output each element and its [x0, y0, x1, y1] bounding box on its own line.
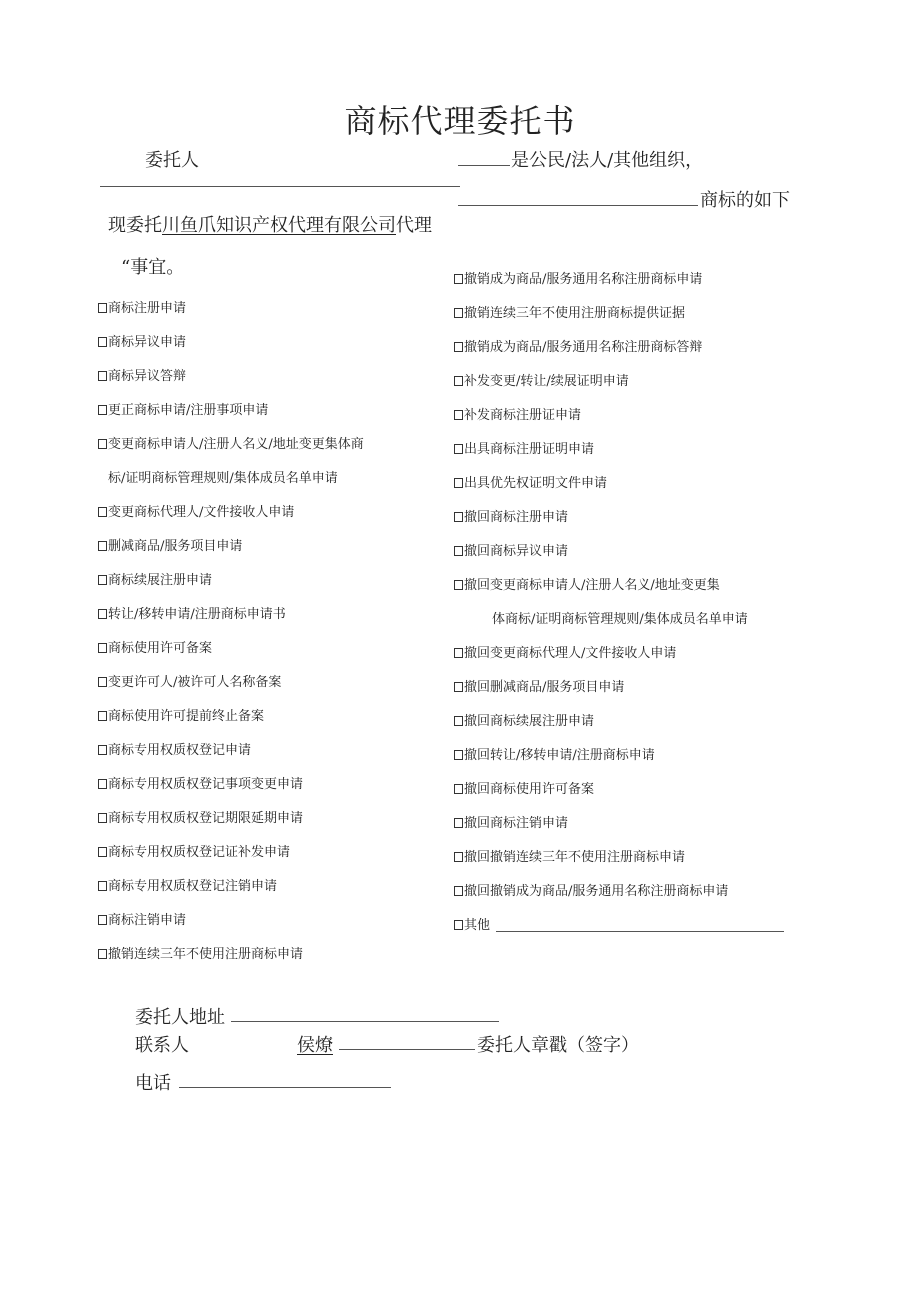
checkbox-icon[interactable]	[98, 337, 107, 347]
checkbox-icon[interactable]	[98, 541, 107, 551]
checkbox-icon[interactable]	[454, 648, 463, 658]
page-title: 商标代理委托书	[344, 102, 576, 140]
checklist-item	[98, 603, 286, 622]
checkbox-icon[interactable]	[98, 711, 107, 721]
checkbox-icon[interactable]	[454, 274, 463, 284]
agent-name: 川鱼爪知识产权代理有限公司	[162, 215, 396, 236]
checklist-item	[454, 642, 676, 661]
principal-line	[458, 165, 510, 166]
checklist-item-label: 撤回商标注销申请	[464, 816, 569, 831]
checklist-item	[454, 676, 624, 695]
checklist-item-label: 商标异议申请	[108, 335, 187, 350]
checkbox-icon[interactable]	[454, 546, 463, 556]
checklist-item-label: 撤销连续三年不使用注册商标提供证据	[464, 306, 686, 321]
phone-line	[179, 1087, 391, 1088]
checklist-item-label: 商标续展注册申请	[108, 573, 213, 588]
checklist-item-label: 出具商标注册证明申请	[464, 442, 595, 457]
checklist-item-label: 删减商品/服务项目申请	[108, 539, 243, 554]
checklist-item-label: 撤回删减商品/服务项目申请	[464, 680, 625, 695]
checklist-item	[454, 370, 629, 389]
checklist-item	[492, 608, 748, 627]
checkbox-icon[interactable]	[454, 682, 463, 692]
other-line	[496, 931, 784, 932]
mark-suffix: 商标的如下	[700, 190, 790, 211]
checkbox-icon[interactable]	[98, 745, 107, 755]
checklist-item-label: 撤回变更商标代理人/文件接收人申请	[464, 646, 677, 661]
checklist-item-label: 商标专用权质权登记注销申请	[108, 879, 278, 894]
checklist-item	[98, 331, 186, 350]
checklist-item-label: 出具优先权证明文件申请	[464, 476, 608, 491]
checkbox-icon[interactable]	[454, 410, 463, 420]
checklist-item-label: 变更许可人/被许可人名称备案	[108, 675, 282, 690]
checkbox-icon[interactable]	[98, 405, 107, 415]
checkbox-icon[interactable]	[454, 920, 463, 930]
checkbox-icon[interactable]	[454, 512, 463, 522]
checklist-item	[98, 909, 186, 928]
entrust-prefix: 现委托	[108, 215, 162, 236]
checklist-item	[454, 574, 720, 593]
contact-line	[339, 1049, 475, 1050]
checklist-item-label: 撤回商标异议申请	[464, 544, 569, 559]
checklist-item-label: 商标专用权质权登记期限延期申请	[108, 811, 304, 826]
checklist-item	[98, 705, 264, 724]
address-label: 委托人地址	[135, 1007, 225, 1028]
checklist-item	[454, 302, 685, 321]
contact-label: 联系人	[135, 1035, 189, 1056]
checklist-item	[98, 365, 186, 384]
checklist-item	[98, 535, 242, 554]
checkbox-icon[interactable]	[98, 677, 107, 687]
checklist-item-label: 商标注册申请	[108, 301, 187, 316]
checkbox-icon[interactable]	[454, 750, 463, 760]
checkbox-icon[interactable]	[98, 371, 107, 381]
checkbox-icon[interactable]	[98, 439, 107, 449]
checklist-item-label: 商标注销申请	[108, 913, 187, 928]
principal-name-line	[100, 186, 460, 187]
contact-name: 侯燎	[297, 1035, 333, 1056]
checklist-item-label: 撤销连续三年不使用注册商标申请	[108, 947, 304, 962]
checkbox-icon[interactable]	[454, 342, 463, 352]
checkbox-icon[interactable]	[98, 915, 107, 925]
checklist-item	[98, 433, 364, 452]
checkbox-icon[interactable]	[454, 444, 463, 454]
checklist-item	[454, 778, 594, 797]
principal-label: 委托人	[145, 150, 199, 171]
checklist-item-label: 撤回撤销成为商品/服务通用名称注册商标申请	[464, 884, 729, 899]
checkbox-icon[interactable]	[454, 580, 463, 590]
checklist-item-label: 撤回变更商标申请人/注册人名义/地址变更集	[464, 578, 720, 593]
checklist-item	[454, 404, 581, 423]
checkbox-icon[interactable]	[454, 308, 463, 318]
checklist-item-label: 变更商标代理人/文件接收人申请	[108, 505, 295, 520]
checklist-item-label: 商标使用许可提前终止备案	[108, 709, 265, 724]
checklist-item	[98, 841, 290, 860]
checklist-item-label: 商标专用权质权登记事项变更申请	[108, 777, 304, 792]
checklist-item	[98, 773, 303, 792]
checkbox-icon[interactable]	[454, 716, 463, 726]
checklist-item	[454, 540, 568, 559]
checklist-item-label: 撤回商标续展注册申请	[464, 714, 595, 729]
checklist-item	[98, 297, 186, 316]
checklist-item	[454, 472, 607, 491]
mark-name-line	[458, 205, 698, 206]
checklist-item-label: 撤回商标注册申请	[464, 510, 569, 525]
checkbox-icon[interactable]	[454, 784, 463, 794]
checklist-item-label: 商标专用权质权登记证补发申请	[108, 845, 291, 860]
checklist-item	[98, 943, 303, 962]
checklist-item	[98, 569, 212, 588]
checklist-item-label: 商标专用权质权登记申请	[108, 743, 252, 758]
checkbox-icon[interactable]	[98, 303, 107, 313]
checklist-item	[98, 875, 277, 894]
seal-label: 委托人章戳（签字）	[477, 1035, 639, 1056]
checklist-item	[98, 739, 251, 758]
checklist-item-label: 撤回撤销连续三年不使用注册商标申请	[464, 850, 686, 865]
checklist-item	[454, 336, 702, 355]
checkbox-icon[interactable]	[98, 847, 107, 857]
checkbox-icon[interactable]	[454, 852, 463, 862]
entrust-suffix: 代理	[396, 215, 432, 236]
checklist-item	[454, 438, 594, 457]
checkbox-icon[interactable]	[454, 886, 463, 896]
checklist-item	[454, 914, 490, 933]
checklist-item	[108, 467, 338, 486]
principal-type: 是公民/法人/其他组织，	[511, 150, 704, 171]
checklist-item-label: 补发商标注册证申请	[464, 408, 582, 423]
checklist-item-label: 转让/移转申请/注册商标申请书	[108, 607, 286, 622]
address-line	[231, 1021, 499, 1022]
checkbox-icon[interactable]	[98, 643, 107, 653]
matters-text: “事宜。	[121, 257, 185, 278]
checklist-item-label: 撤回转让/移转申请/注册商标申请	[464, 748, 655, 763]
checklist-item-label: 撤销成为商品/服务通用名称注册商标申请	[464, 272, 703, 287]
checklist-item-label: 其他	[464, 918, 491, 933]
checkbox-icon[interactable]	[98, 949, 107, 959]
checklist-item	[454, 506, 568, 525]
checklist-item	[454, 812, 568, 831]
checkbox-icon[interactable]	[98, 813, 107, 823]
checkbox-icon[interactable]	[98, 609, 107, 619]
checklist-item	[454, 710, 594, 729]
checklist-item	[98, 671, 281, 690]
entrust-line	[108, 211, 432, 237]
checklist-item-label: 更正商标申请/注册事项申请	[108, 403, 269, 418]
checklist-item	[98, 501, 294, 520]
checkbox-icon[interactable]	[454, 818, 463, 828]
checklist-item	[454, 846, 685, 865]
checklist-item	[98, 807, 303, 826]
checklist-item	[98, 399, 268, 418]
checklist-item-label: 标/证明商标管理规则/集体成员名单申请	[108, 471, 338, 486]
checkbox-icon[interactable]	[98, 507, 107, 517]
checkbox-icon[interactable]	[98, 881, 107, 891]
checklist-item-label: 商标使用许可备案	[108, 641, 213, 656]
checklist-item	[98, 637, 212, 656]
checklist-item-label: 补发变更/转让/续展证明申请	[464, 374, 629, 389]
checklist-item	[454, 744, 655, 763]
checklist-item-label: 体商标/证明商标管理规则/集体成员名单申请	[492, 612, 748, 627]
checklist-item-label: 变更商标申请人/注册人名义/地址变更集体商	[108, 437, 364, 452]
checklist-item-label: 撤回商标使用许可备案	[464, 782, 595, 797]
checkbox-icon[interactable]	[98, 575, 107, 585]
phone-label: 电话	[135, 1073, 171, 1094]
checklist-item	[454, 880, 728, 899]
checklist-item	[454, 268, 702, 287]
checklist-item-label: 商标异议答辩	[108, 369, 187, 384]
checkbox-icon[interactable]	[454, 376, 463, 386]
checklist-item-label: 撤销成为商品/服务通用名称注册商标答辩	[464, 340, 703, 355]
checkbox-icon[interactable]	[98, 779, 107, 789]
checkbox-icon[interactable]	[454, 478, 463, 488]
